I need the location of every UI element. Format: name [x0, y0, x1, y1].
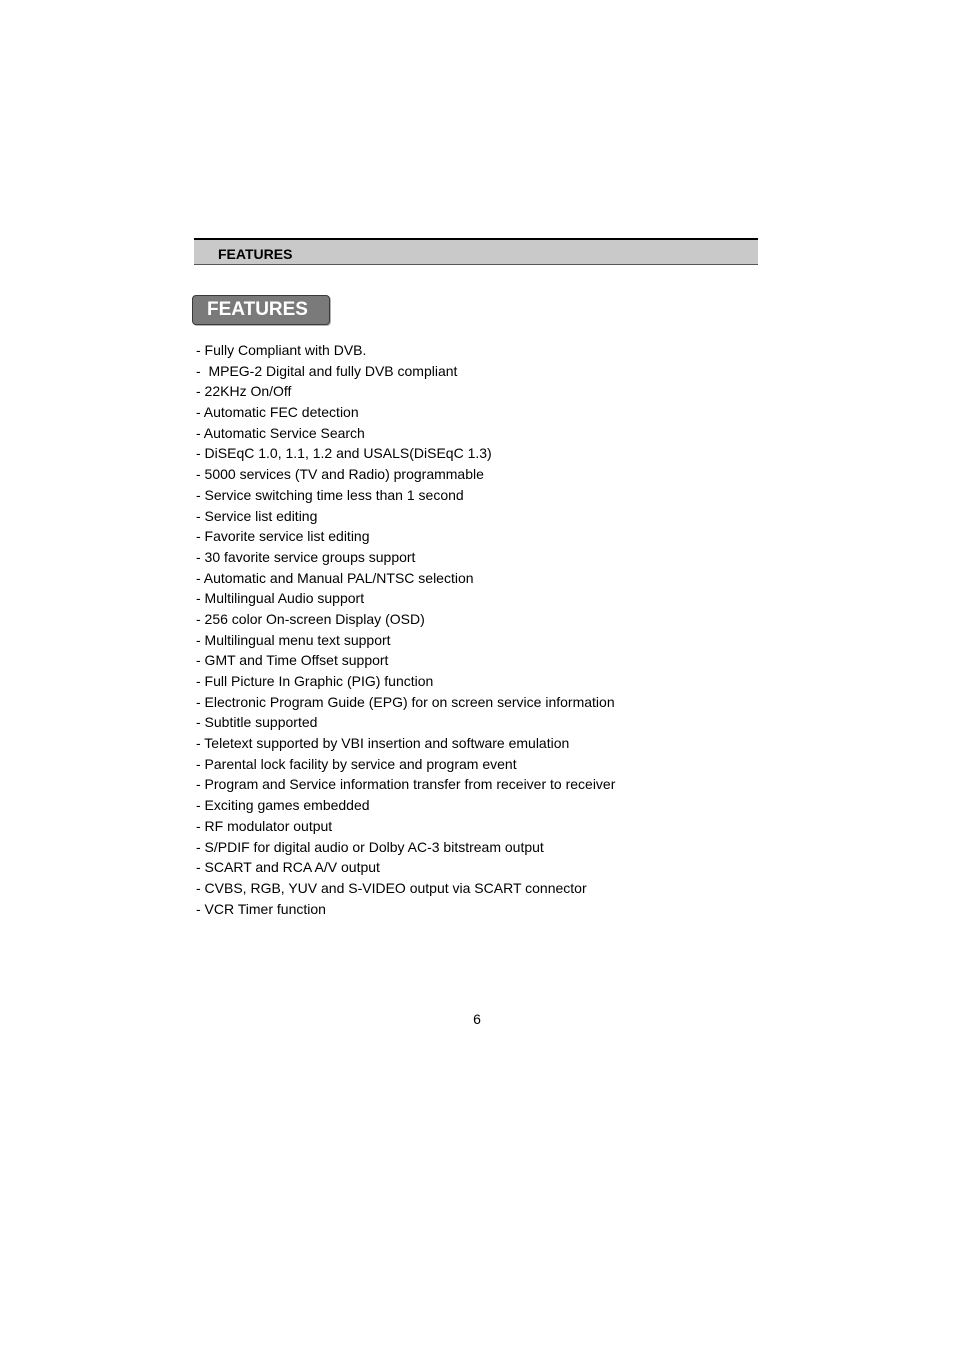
list-item: - Electronic Program Guide (EPG) for on screen service information: [196, 693, 615, 710]
list-item: - Program and Service information transfer from receiver to receiver: [196, 776, 616, 793]
list-item: - Multilingual menu text support: [196, 631, 391, 648]
running-header-title: FEATURES: [218, 246, 293, 262]
list-item: - Parental lock facility by service and program event: [196, 755, 517, 772]
list-item: - Automatic FEC detection: [196, 404, 359, 421]
list-item: - SCART and RCA A/V output: [196, 859, 380, 876]
section-title: FEATURES: [207, 299, 308, 320]
list-item: - CVBS, RGB, YUV and S-VIDEO output via SCART connector: [196, 879, 587, 896]
list-item: - MPEG-2 Digital and fully DVB compliant: [196, 362, 458, 379]
list-item: - RF modulator output: [196, 817, 333, 834]
list-item: - S/PDIF for digital audio or Dolby AC-3 bitstream output: [196, 838, 544, 855]
list-item: - Automatic and Manual PAL/NTSC selection: [196, 569, 474, 586]
list-item: - VCR Timer function: [196, 900, 326, 917]
list-item: - 30 favorite service groups support: [196, 548, 416, 565]
list-item: - Fully Compliant with DVB.: [196, 342, 367, 358]
list-item: - GMT and Time Offset support: [196, 652, 389, 669]
list-item: - 22KHz On/Off: [196, 383, 292, 400]
list-item: - DiSEqC 1.0, 1.1, 1.2 and USALS(DiSEqC 1.3): [196, 445, 492, 462]
list-item: - Teletext supported by VBI insertion and software emulation: [196, 735, 570, 752]
list-item: - Exciting games embedded: [196, 797, 370, 814]
list-item: - Favorite service list editing: [196, 528, 370, 545]
list-item: - Full Picture In Graphic (PIG) function: [196, 673, 434, 689]
list-item: - 256 color On-screen Display (OSD): [196, 610, 425, 627]
list-item: - Multilingual Audio support: [196, 590, 365, 607]
list-item: - Service list editing: [196, 507, 318, 524]
list-item: - Service switching time less than 1 second: [196, 486, 464, 503]
list-item: - Automatic Service Search: [196, 424, 365, 441]
feature-list: [196, 340, 756, 919]
running-header: [194, 238, 758, 265]
list-item: - 5000 services (TV and Radio) programmable: [196, 466, 484, 483]
page-number: 6: [473, 1011, 481, 1027]
section-badge: [192, 295, 330, 325]
list-item: - Subtitle supported: [196, 714, 318, 731]
